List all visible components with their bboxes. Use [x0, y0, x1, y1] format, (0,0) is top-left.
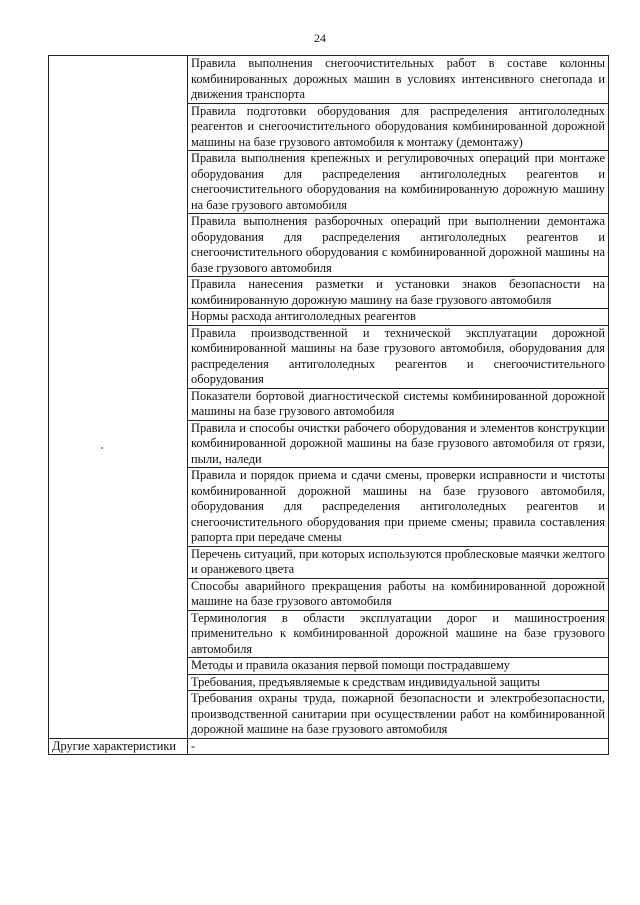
knowledge-item: Нормы расхода антигололедных реагентов — [188, 309, 609, 326]
table-row — [49, 56, 609, 104]
page-number: 24 — [314, 31, 326, 45]
knowledge-item: Правила нанесения разметки и установки знаков безопасности на комбинированную дорожную машину на базе грузового автомобиля — [188, 277, 609, 309]
knowledge-item: Методы и правила оказания первой помощи пострадавшему — [188, 658, 609, 675]
knowledge-item: Перечень ситуаций, при которых используются проблесковые маячки желтого и оранжевого цвета — [188, 546, 609, 578]
knowledge-item: Правила производственной и технической эксплуатации дорожной комбинированной машины на базе грузового автомобиля, оборудования для распределения антигололедных реагентов и снегоочистительного оборудования — [188, 325, 609, 388]
table-row — [49, 738, 609, 755]
knowledge-item: Правила выполнения снегоочистительных работ в составе колонны комбинированных дорожных машин в условиях интенсивного снегопада и движения транспорта — [188, 56, 609, 104]
knowledge-label-cell — [49, 56, 188, 739]
knowledge-item: Правила и порядок приема и сдачи смены, проверки исправности и чистоты комбинированной дорожной машины на базе грузового автомобиля, оборудования для распределения антигололедных реагентов и снегоочистительного оборудования при приеме смены; правила составления рапорта при передаче смены — [188, 468, 609, 547]
knowledge-item: Терминология в области эксплуатации дорог и машиностроения применительно к комбинированной дорожной машине на базе грузового автомобиля — [188, 610, 609, 658]
knowledge-item: Показатели бортовой диагностической системы комбинированной дорожной машины на базе грузового автомобиля — [188, 388, 609, 420]
other-characteristics-value: - — [188, 738, 609, 755]
knowledge-item: Способы аварийного прекращения работы на комбинированной дорожной машине на базе грузового автомобиля — [188, 578, 609, 610]
knowledge-item: Правила подготовки оборудования для распределения антигололедных реагентов и снегоочистительного оборудования комбинированной дорожной машины на базе грузового автомобиля к монтажу (демонтажу) — [188, 103, 609, 151]
knowledge-item: Правила выполнения разборочных операций при выполнении демонтажа оборудования для распределения антигололедных реагентов и снегоочистительного оборудования с комбинированной дорожной машины на базе грузового автомобиля — [188, 214, 609, 277]
other-characteristics-label: Другие характеристики — [49, 738, 188, 755]
knowledge-item: Требования охраны труда, пожарной безопасности и электробезопасности, производственной санитарии при осуществлении работ на комбинированной дорожной машине на базе грузового автомобиля — [188, 691, 609, 739]
scan-speck — [101, 447, 103, 449]
knowledge-item: Правила и способы очистки рабочего оборудования и элементов конструкции комбинированной дорожной машины на базе грузового автомобиля от грязи, пыли, наледи — [188, 420, 609, 468]
knowledge-item: Требования, предъявляемые к средствам индивидуальной защиты — [188, 674, 609, 691]
requirements-table — [48, 55, 609, 755]
knowledge-item: Правила выполнения крепежных и регулировочных операций при монтаже оборудования для распределения антигололедных реагентов и снегоочистительного оборудования на комбинированную дорожную машину на базе грузового автомобиля — [188, 151, 609, 214]
